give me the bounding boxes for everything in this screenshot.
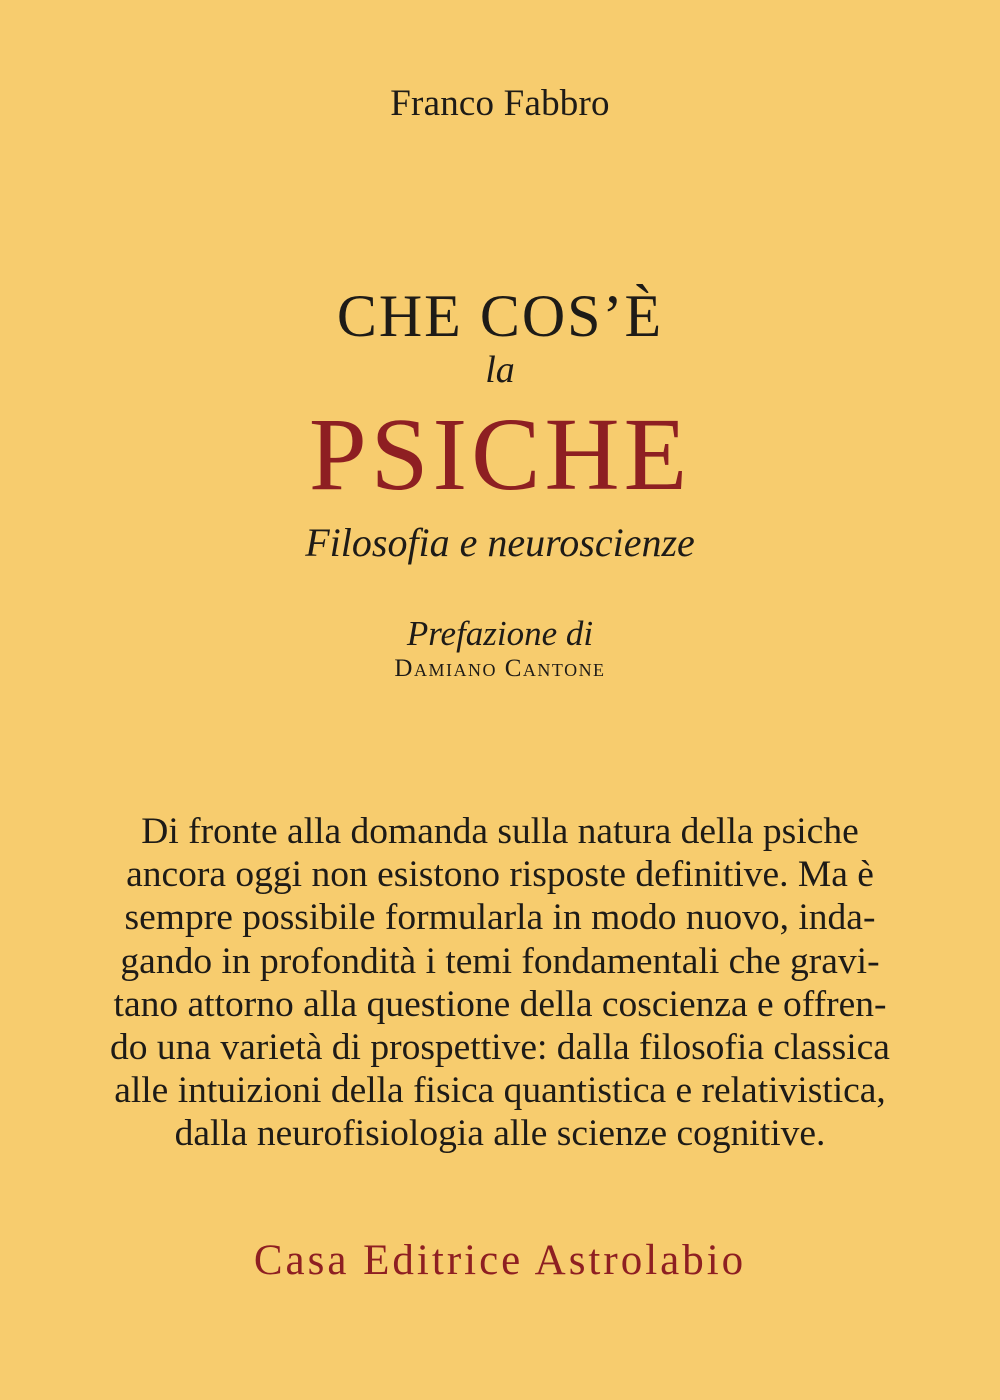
title-line-la: la	[485, 349, 515, 391]
blurb-line: do una varietà di prospettive: dalla filosofia classica	[110, 1027, 890, 1069]
publisher-name: Casa Editrice Astrolabio	[253, 1237, 747, 1284]
subtitle: Filosofia e neuroscienze	[305, 520, 695, 565]
author-name: Franco Fabbro	[390, 83, 610, 124]
title-line-che-cose: CHE COS’È	[336, 283, 664, 349]
blurb-line: tano attorno alla questione della coscienza e offren-	[113, 983, 887, 1025]
preface-author-name: Damiano Cantone	[394, 655, 606, 682]
preface-label: Prefazione di	[406, 614, 594, 653]
blurb-line: dalla neurofisiologia alle scienze cognitive.	[174, 1113, 826, 1155]
blurb-line: gando in profondità i temi fondamentali che gravi-	[120, 940, 880, 982]
blurb-line: alle intuizioni della fisica quantistica e relativistica,	[114, 1070, 886, 1112]
blurb-paragraph	[0, 810, 1000, 1156]
blurb-line: ancora oggi non esistono risposte definitive. Ma è	[126, 854, 874, 896]
blurb-line: Di fronte alla domanda sulla natura della psiche	[141, 811, 859, 852]
title-line-psiche: PSICHE	[308, 397, 692, 512]
blurb-line: sempre possibile formularla in modo nuovo, inda-	[124, 897, 876, 939]
